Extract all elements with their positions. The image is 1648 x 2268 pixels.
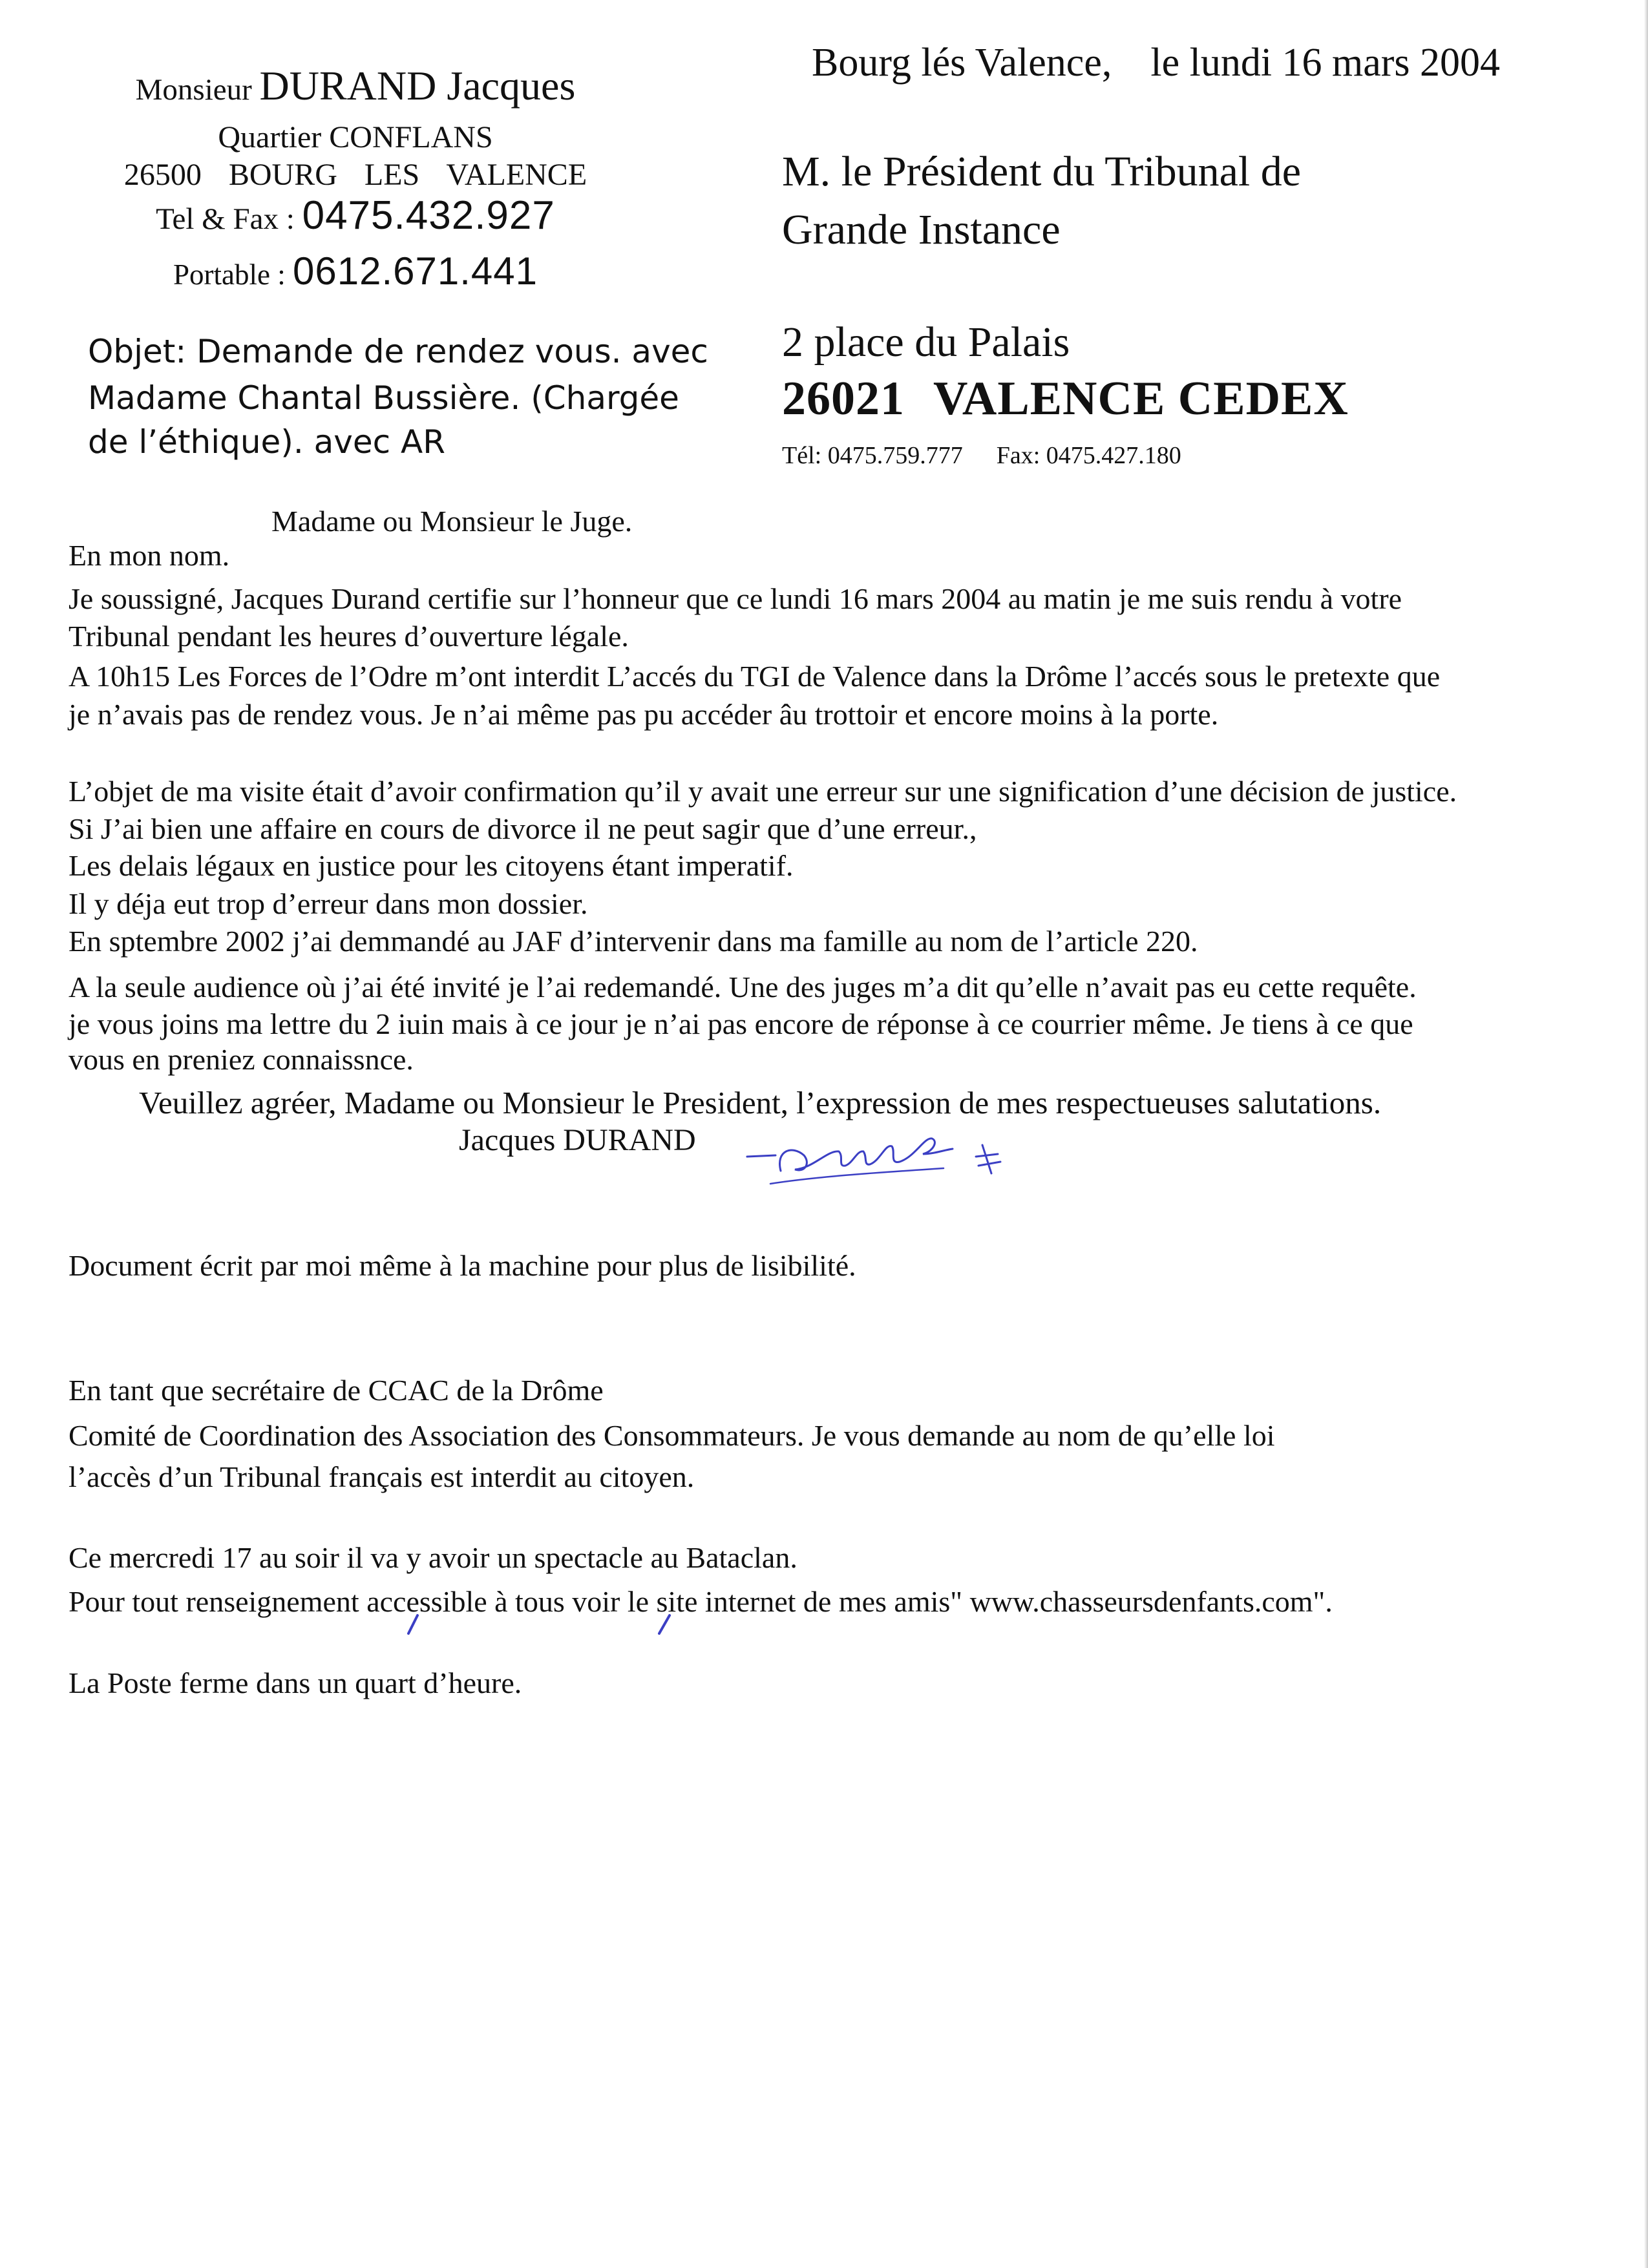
ccac-line: Comité de Coordination des Association des Consommateurs. Je vous demande au nom de qu’elle loi bbox=[69, 1419, 1275, 1452]
sender-phone bbox=[84, 193, 627, 238]
ccac-line: l’accès d’un Tribunal français est interdit au citoyen. bbox=[69, 1460, 695, 1493]
recipient-postcode: 26021 bbox=[782, 372, 905, 425]
body-line: Les delais légaux en justice pour les citoyens étant imperatif. bbox=[69, 849, 794, 882]
info-line: Pour tout renseignement accessible à tous voir le site internet de mes amis" www.chasseursdenfants.com". bbox=[69, 1585, 1333, 1618]
signature-name: Jacques DURAND bbox=[459, 1123, 696, 1157]
recipient-line-2: Grande Instance bbox=[782, 206, 1061, 253]
recipient-tel: Tél: 0475.759.777 bbox=[782, 442, 963, 469]
sender-address-line-1: Quartier CONFLANS bbox=[218, 120, 493, 154]
date-value: le lundi 16 mars 2004 bbox=[1150, 41, 1501, 85]
object-line-1: Objet: Demande de rendez vous. avec bbox=[88, 333, 708, 370]
sender-title: Monsieur bbox=[135, 73, 252, 107]
sender-phone-number: 0475.432.927 bbox=[302, 193, 555, 238]
body-line: je n’avais pas de rendez vous. Je n’ai même pas pu accéder âu trottoir et encore moins à la porte. bbox=[69, 698, 1219, 731]
sender-address-line-2: 26500 BOURG LES VALENCE bbox=[123, 158, 587, 192]
body-line: En sptembre 2002 j’ai demmandé au JAF d’intervenir dans ma famille au nom de l’article 220. bbox=[69, 925, 1198, 958]
ccac-line: En tant que secrétaire de CCAC de la Drôme bbox=[69, 1374, 604, 1407]
letter-date bbox=[812, 40, 1500, 86]
salutation: Madame ou Monsieur le Juge. bbox=[271, 505, 633, 538]
sender-full-name: DURAND Jacques bbox=[259, 63, 576, 109]
body-line: En mon nom. bbox=[69, 539, 230, 572]
sender-name bbox=[84, 62, 627, 110]
event-line: Ce mercredi 17 au soir il va y avoir un spectacle au Bataclan. bbox=[69, 1541, 798, 1574]
recipient-city-line bbox=[782, 372, 1349, 426]
recipient-city: VALENCE CEDEX bbox=[933, 372, 1349, 425]
body-line: vous en preniez connaissnce. bbox=[69, 1043, 414, 1076]
object-line-3: de l’éthique). avec AR bbox=[88, 423, 445, 461]
body-line: A 10h15 Les Forces de l’Odre m’ont interdit L’accés du TGI de Valence dans la Drôme l’accés sous le pretexte que bbox=[69, 660, 1441, 693]
body-line: A la seule audience où j’ai été invité je l’ai redemandé. Une des juges m’a dit qu’elle n’avait pas eu cette requête. bbox=[69, 971, 1417, 1003]
recipient-fax: Fax: 0475.427.180 bbox=[996, 442, 1181, 469]
body-line: Je soussigné, Jacques Durand certifie sur l’honneur que ce lundi 16 mars 2004 au matin je me suis rendu à votre bbox=[69, 582, 1402, 615]
recipient-contact bbox=[782, 441, 1181, 470]
scan-edge bbox=[1644, 0, 1648, 2268]
recipient-street: 2 place du Palais bbox=[782, 319, 1070, 366]
body-line: L’objet de ma visite était d’avoir confirmation qu’il y avait une erreur sur une signification d’une décision de justice. bbox=[69, 775, 1457, 808]
body-line: Tribunal pendant les heures d’ouverture légale. bbox=[69, 620, 629, 653]
pen-comma-mark bbox=[401, 1612, 427, 1637]
body-line: je vous joins ma lettre du 2 iuin mais à ce jour je n’ai pas encore de réponse à ce courrier même. Je tiens à ce que bbox=[69, 1007, 1413, 1040]
sender-mobile-number: 0612.671.441 bbox=[292, 249, 538, 293]
footer-note: Document écrit par moi même à la machine pour plus de lisibilité. bbox=[69, 1249, 856, 1282]
recipient-line-1: M. le Président du Tribunal de bbox=[782, 148, 1301, 195]
sender-phone-label: Tel & Fax : bbox=[156, 202, 295, 236]
object-line-2: Madame Chantal Bussière. (Chargée bbox=[88, 379, 679, 417]
pen-comma-mark bbox=[651, 1612, 677, 1637]
sender-mobile bbox=[84, 249, 627, 293]
closing-formula: Veuillez agréer, Madame ou Monsieur le President, l’expression de mes respectueuses salutations. bbox=[139, 1085, 1382, 1120]
body-line: Il y déja eut trop d’erreur dans mon dossier. bbox=[69, 887, 588, 920]
post-line: La Poste ferme dans un quart d’heure. bbox=[69, 1666, 522, 1699]
sender-mobile-label: Portable : bbox=[173, 258, 286, 291]
body-line: Si J’ai bien une affaire en cours de divorce il ne peut sagir que d’une erreur., bbox=[69, 812, 977, 845]
date-place: Bourg lés Valence, bbox=[812, 41, 1112, 85]
handwritten-signature bbox=[730, 1111, 1041, 1195]
